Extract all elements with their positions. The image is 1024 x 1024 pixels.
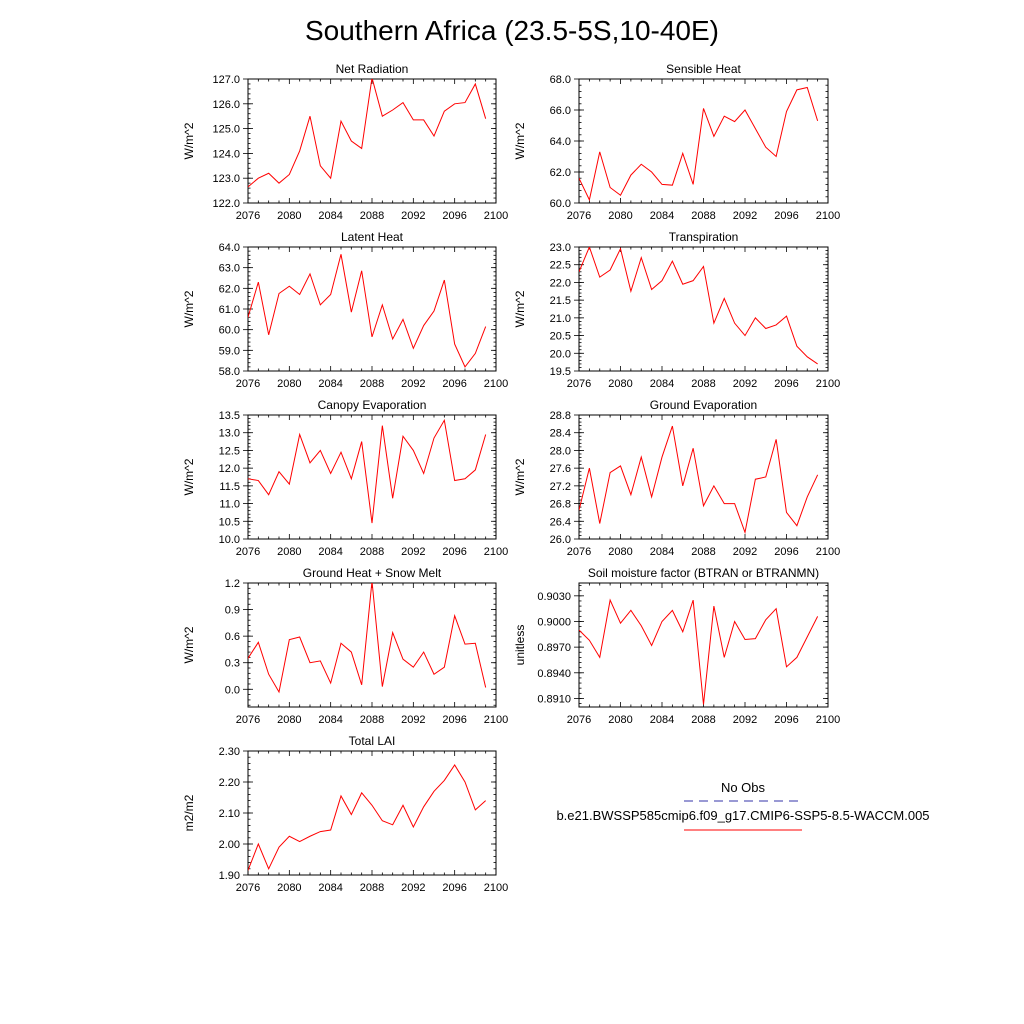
y-tick-label: 123.0: [212, 173, 240, 186]
x-tick-label: 2076: [566, 714, 592, 726]
panels: [182, 62, 840, 894]
y-tick-label: 62.0: [218, 283, 240, 296]
panel-title: Ground Heat + Snow Melt: [302, 566, 442, 580]
series-line: [248, 765, 486, 870]
x-tick-label: 2080: [608, 546, 633, 558]
y-tick-label: 26.8: [549, 498, 571, 511]
y-tick-label: 26.4: [549, 516, 571, 529]
y-tick-label: 11.0: [219, 498, 240, 511]
legend-model-label: b.e21.BWSSP585cmip6.f09_g17.CMIP6-SSP5-8.5-WACCM.005: [556, 808, 930, 823]
y-tick-label: 0.6: [224, 631, 240, 644]
y-axis-label: W/m^2: [182, 458, 196, 496]
series-line: [238, 581, 486, 692]
x-tick-label: 2096: [774, 714, 799, 726]
y-tick-label: 127.0: [212, 74, 240, 86]
panel-title: Transpiration: [668, 230, 739, 244]
series-line: [579, 426, 818, 532]
y-tick-label: 28.0: [549, 445, 571, 458]
x-tick-label: 2100: [815, 546, 841, 558]
x-tick-label: 2100: [815, 210, 841, 222]
y-tick-label: 10.0: [218, 534, 240, 546]
x-tick-label: 2084: [318, 210, 343, 222]
x-tick-label: 2100: [483, 210, 509, 222]
y-tick-label: 0.9000: [537, 616, 571, 629]
series-line: [579, 88, 818, 200]
plot-frame: [248, 583, 496, 707]
legend-obs-label: No Obs: [720, 780, 766, 795]
chart-panel-7: [182, 566, 508, 726]
y-tick-label: 27.2: [549, 480, 571, 493]
x-tick-label: 2088: [359, 882, 385, 894]
y-tick-label: 1.90: [218, 870, 240, 882]
plot-frame: [579, 79, 828, 203]
y-tick-label: 19.5: [549, 366, 571, 378]
y-tick-label: 27.6: [549, 463, 571, 476]
x-tick-label: 2076: [235, 714, 261, 726]
y-tick-label: 20.0: [549, 348, 571, 361]
plot-frame: [579, 247, 828, 371]
x-tick-label: 2092: [732, 714, 758, 726]
x-tick-label: 2080: [608, 210, 633, 222]
x-tick-label: 2076: [235, 210, 261, 222]
y-tick-label: 0.8970: [537, 642, 571, 655]
x-tick-label: 2088: [359, 546, 385, 558]
x-tick-label: 2080: [277, 882, 302, 894]
y-axis-label: W/m^2: [513, 458, 527, 496]
x-tick-label: 2096: [442, 714, 467, 726]
plot-frame: [579, 583, 828, 707]
chart-panel-1: [182, 62, 508, 222]
series-line: [238, 420, 486, 523]
x-tick-label: 2092: [401, 882, 426, 894]
panel-title: Canopy Evaporation: [317, 398, 427, 412]
y-tick-label: 60.0: [549, 198, 571, 210]
x-tick-label: 2088: [359, 714, 385, 726]
x-tick-label: 2100: [815, 378, 841, 390]
y-tick-label: 0.3: [224, 657, 240, 670]
y-tick-label: 0.8910: [537, 693, 571, 706]
y-tick-label: 2.30: [218, 746, 240, 758]
y-axis-label: W/m^2: [182, 290, 196, 328]
y-tick-label: 26.0: [549, 534, 571, 546]
x-tick-label: 2088: [691, 210, 716, 222]
x-tick-label: 2096: [442, 882, 467, 894]
x-tick-label: 2100: [483, 714, 509, 726]
series-line: [579, 600, 818, 704]
chart-panel-5: [182, 398, 508, 558]
y-tick-label: 60.0: [218, 324, 240, 337]
y-tick-label: 28.4: [549, 427, 571, 440]
x-tick-label: 2100: [483, 378, 509, 390]
chart-panel-8: [513, 566, 840, 726]
y-tick-label: 13.0: [218, 427, 240, 440]
plot-frame: [579, 415, 828, 539]
y-tick-label: 63.0: [218, 262, 240, 275]
y-tick-label: 2.20: [218, 777, 240, 789]
y-tick-label: 21.5: [549, 295, 571, 308]
chart-panel-9: [182, 734, 508, 894]
panel-title: Ground Evaporation: [649, 398, 758, 412]
x-tick-label: 2096: [774, 210, 799, 222]
y-tick-label: 2.00: [218, 839, 240, 851]
y-axis-label: unitless: [513, 624, 527, 666]
y-axis-label: W/m^2: [513, 122, 527, 160]
y-axis-label: W/m^2: [182, 626, 196, 664]
y-tick-label: 2.10: [218, 808, 240, 820]
y-tick-label: 0.9: [224, 604, 240, 617]
series-line: [579, 247, 818, 364]
x-tick-label: 2092: [401, 210, 426, 222]
y-axis-label: W/m^2: [182, 122, 196, 160]
x-tick-label: 2096: [442, 378, 467, 390]
x-tick-label: 2076: [235, 378, 261, 390]
y-tick-label: 0.8940: [537, 667, 571, 680]
x-tick-label: 2088: [691, 714, 716, 726]
x-tick-label: 2096: [442, 546, 467, 558]
figure-title: Southern Africa (23.5-5S,10-40E): [304, 15, 720, 46]
plot-frame: [248, 751, 496, 875]
x-tick-label: 2084: [318, 546, 343, 558]
x-tick-label: 2080: [277, 546, 302, 558]
x-tick-label: 2084: [649, 714, 675, 726]
y-tick-label: 59.0: [218, 345, 240, 358]
x-tick-label: 2096: [442, 210, 467, 222]
x-tick-label: 2084: [649, 546, 675, 558]
legend: [556, 780, 929, 830]
x-tick-label: 2092: [732, 546, 758, 558]
y-tick-label: 22.0: [549, 277, 571, 290]
panel-title: Latent Heat: [340, 230, 404, 244]
x-tick-label: 2092: [732, 210, 758, 222]
plot-frame: [248, 79, 496, 203]
y-tick-label: 62.0: [549, 167, 571, 179]
y-tick-label: 11.5: [219, 480, 240, 493]
y-tick-label: 125.0: [212, 123, 240, 136]
x-tick-label: 2076: [235, 546, 261, 558]
x-tick-label: 2084: [318, 882, 343, 894]
y-tick-label: 64.0: [549, 136, 571, 148]
x-tick-label: 2092: [401, 714, 426, 726]
x-tick-label: 2084: [649, 378, 675, 390]
x-tick-label: 2080: [277, 714, 302, 726]
panel-title: Total LAI: [348, 734, 396, 748]
y-tick-label: 12.0: [218, 463, 240, 476]
x-tick-label: 2084: [649, 210, 675, 222]
x-tick-label: 2076: [566, 210, 592, 222]
x-tick-label: 2084: [318, 714, 343, 726]
x-tick-label: 2076: [566, 378, 592, 390]
panel-title: Net Radiation: [335, 62, 409, 76]
y-tick-label: 126.0: [212, 98, 240, 111]
chart-panel-6: [513, 398, 840, 558]
y-tick-label: 68.0: [549, 74, 571, 86]
chart-panel-3: [182, 230, 508, 390]
y-tick-label: 28.8: [549, 410, 571, 422]
panel-title: Sensible Heat: [666, 62, 741, 76]
x-tick-label: 2100: [483, 546, 509, 558]
x-tick-label: 2088: [359, 210, 385, 222]
x-tick-label: 2092: [732, 378, 758, 390]
panel-title: Soil moisture factor (BTRAN or BTRANMN): [587, 566, 820, 580]
y-axis-label: m2/m2: [182, 794, 196, 832]
x-tick-label: 2088: [691, 378, 716, 390]
x-tick-label: 2088: [359, 378, 385, 390]
y-tick-label: 21.0: [549, 312, 571, 325]
x-tick-label: 2080: [608, 378, 633, 390]
y-axis-label: W/m^2: [513, 290, 527, 328]
series-line: [238, 254, 486, 367]
x-tick-label: 2080: [277, 378, 302, 390]
y-tick-label: 22.5: [549, 259, 571, 272]
y-tick-label: 61.0: [218, 304, 240, 316]
y-tick-label: 64.0: [218, 242, 240, 254]
x-tick-label: 2088: [691, 546, 716, 558]
y-tick-label: 12.5: [218, 445, 240, 458]
x-tick-label: 2076: [235, 882, 261, 894]
x-tick-label: 2096: [774, 546, 799, 558]
y-tick-label: 124.0: [212, 148, 240, 161]
x-tick-label: 2084: [318, 378, 343, 390]
y-tick-label: 0.9030: [537, 590, 571, 603]
x-tick-label: 2076: [566, 546, 592, 558]
y-tick-label: 0.0: [224, 684, 240, 697]
y-tick-label: 10.5: [218, 516, 240, 529]
x-tick-label: 2080: [277, 210, 302, 222]
x-tick-label: 2092: [401, 378, 426, 390]
y-tick-label: 66.0: [549, 105, 571, 117]
x-tick-label: 2100: [815, 714, 841, 726]
series-line: [238, 78, 486, 188]
y-tick-label: 23.0: [549, 242, 571, 254]
y-tick-label: 13.5: [218, 410, 240, 422]
x-tick-label: 2080: [608, 714, 633, 726]
y-tick-label: 58.0: [218, 366, 240, 378]
chart-panel-4: [513, 230, 840, 390]
y-tick-label: 122.0: [212, 198, 240, 210]
y-tick-label: 1.2: [224, 578, 240, 590]
x-tick-label: 2100: [483, 882, 509, 894]
chart-panel-2: [513, 62, 840, 222]
x-tick-label: 2092: [401, 546, 426, 558]
y-tick-label: 20.5: [549, 330, 571, 343]
x-tick-label: 2096: [774, 378, 799, 390]
